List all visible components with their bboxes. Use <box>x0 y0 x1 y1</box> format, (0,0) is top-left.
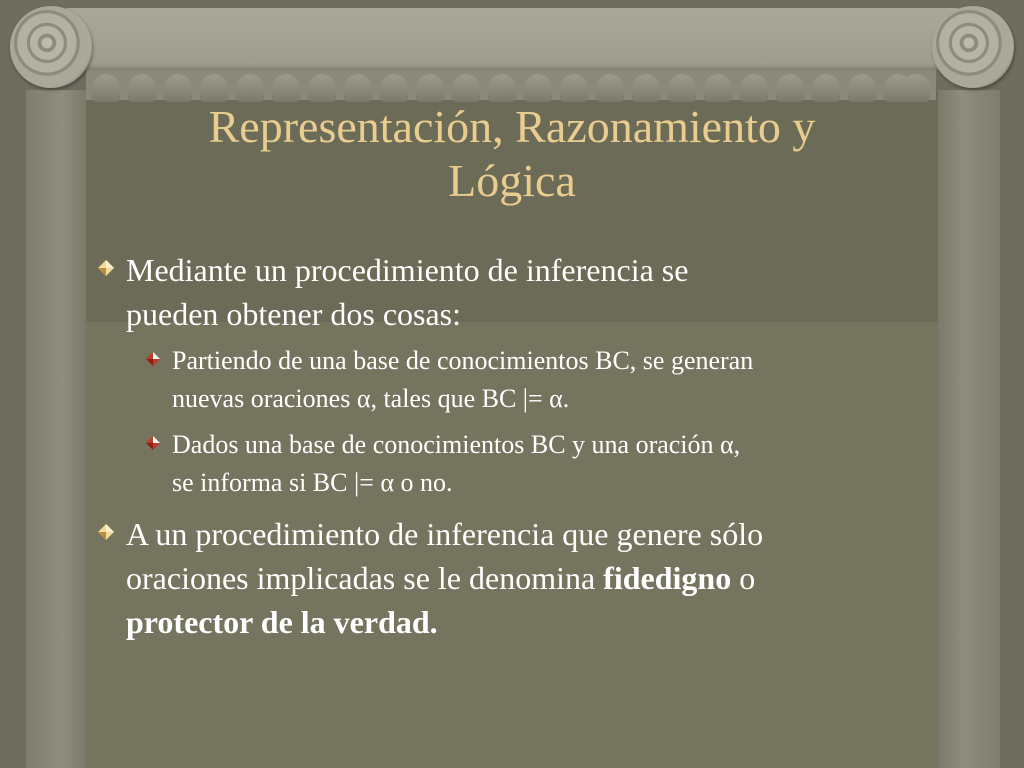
bullet-item <box>90 512 950 644</box>
slide-title <box>100 100 924 208</box>
title-line-2: Lógica <box>448 155 576 206</box>
capital-dentils <box>86 70 936 100</box>
sub-bullet-line: se informa si BC |= α o no. <box>172 468 453 497</box>
red-diamond-bullet-icon <box>146 352 160 366</box>
bullet-text-line: pueden obtener dos cosas: <box>126 296 462 332</box>
title-line-1: Representación, Razonamiento y <box>208 101 816 152</box>
bullet-item <box>90 248 950 336</box>
sub-bullet-item <box>90 426 950 502</box>
bold-term-protector: protector de la verdad. <box>126 604 438 640</box>
sub-bullet-line: nuevas oraciones α, tales que BC |= α. <box>172 384 570 413</box>
sub-bullet-line: Dados una base de conocimientos BC y una oración α, <box>172 430 741 459</box>
bullet-text-segment: oraciones implicadas se le denomina <box>126 560 604 596</box>
bullet-text-line: Mediante un procedimiento de inferencia se <box>126 252 689 288</box>
diamond-bullet-icon <box>98 524 114 540</box>
sub-bullet-item <box>90 342 950 418</box>
bullet-text-line: A un procedimiento de inferencia que genere sólo <box>126 516 764 552</box>
sub-bullet-line: Partiendo de una base de conocimientos BC, se generan <box>172 346 754 375</box>
red-diamond-bullet-icon <box>146 436 160 450</box>
slide-body <box>90 248 950 650</box>
column-left <box>26 90 86 768</box>
bullet-text-line <box>126 556 950 600</box>
column-capital <box>40 8 984 70</box>
bullet-text-segment: o <box>731 560 756 596</box>
volute-right-ornament <box>932 6 1014 88</box>
diamond-bullet-icon <box>98 260 114 276</box>
bold-term-fidedigno: fidedigno <box>603 560 732 596</box>
volute-left-ornament <box>10 6 92 88</box>
